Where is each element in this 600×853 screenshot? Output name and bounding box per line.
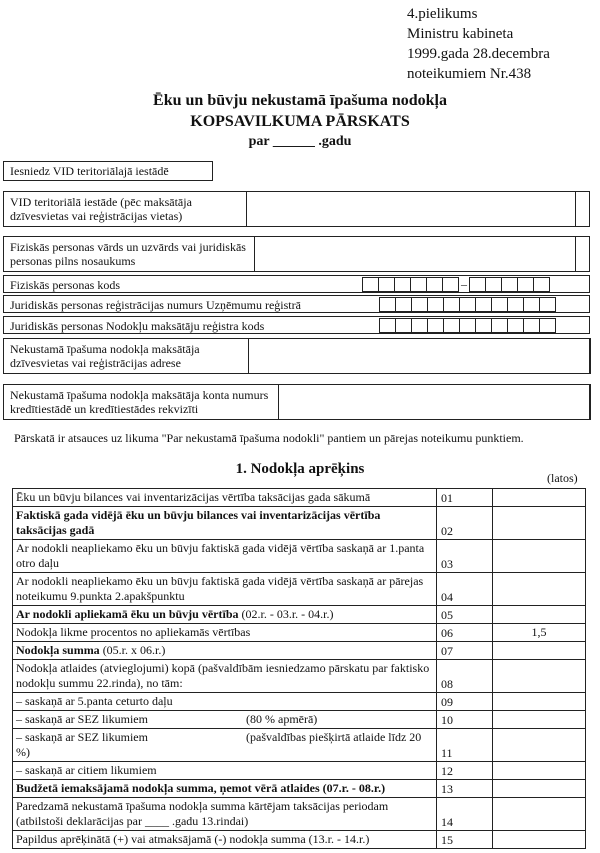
row-label: Paredzamā nekustamā īpašuma nodokļa summa kārtējam taksācijas periodam (atbilstoši deklarācijas par ____ .gadu 13.rindai) (16, 799, 389, 828)
row-label: Budžetā iemaksājamā nodokļa summa, ņemot vērā atlaides (16, 781, 320, 795)
row-number: 05 (437, 606, 493, 624)
address-row (3, 338, 590, 374)
row-number: 02 (437, 507, 493, 540)
row-value[interactable] (493, 507, 586, 540)
table-row (13, 624, 586, 642)
row-label: Papildus aprēķinātā (+) vai atmaksājamā (-) nodokļa summa (13.r. - 14.r.) (16, 832, 370, 846)
company-reg-label: Juridiskās personas reģistrācijas numurs Uzņēmumu reģistrā (10, 298, 301, 312)
tax-calculation-table (12, 488, 586, 849)
row-label: – saskaņā ar 5.panta ceturto daļu (16, 694, 173, 708)
currency-unit: (latos) (547, 471, 578, 485)
vid-office-input[interactable] (246, 191, 576, 227)
table-row (13, 489, 586, 507)
personal-code-row (3, 275, 590, 293)
row-label: Nodokļa likme procentos no apliekamās vērtības (16, 625, 251, 639)
row-number: 15 (437, 831, 493, 849)
name-input[interactable] (254, 236, 576, 272)
row-value[interactable] (493, 660, 586, 693)
row-number: 11 (437, 729, 493, 762)
row-number: 08 (437, 660, 493, 693)
form-title: Ēku un būvju nekustamā īpašuma nodokļa (153, 92, 447, 109)
row-value[interactable] (493, 831, 586, 849)
legal-note: Pārskatā ir atsauces uz likuma "Par nekustamā īpašuma nodokli" pantiem un pārejas noteikumu punktiem. (14, 431, 524, 445)
vid-office-row (3, 191, 590, 227)
annex-reference (407, 4, 550, 84)
table-row (13, 573, 586, 606)
table-row (13, 507, 586, 540)
table-row (13, 780, 586, 798)
personal-code-cells[interactable] (362, 277, 549, 292)
bank-input[interactable] (278, 384, 591, 420)
row-number: 13 (437, 780, 493, 798)
row-label: Nodokļa summa (16, 643, 100, 657)
table-row (13, 540, 586, 573)
row-value[interactable] (493, 693, 586, 711)
name-label: Fiziskās personas vārds un uzvārds vai juridiskās personas pilns nosaukums (10, 240, 246, 268)
row-value[interactable] (493, 489, 586, 507)
row-formula: (05.r. x 06.r.) (102, 643, 166, 657)
company-reg-row (3, 295, 590, 313)
annex-line-4: noteikumiem Nr.438 (407, 66, 532, 82)
row-label: Ar nodokli neapliekamo ēku un būvju faktiskā gada vidējā vērtība saskaņā ar pārejas noteikumu 9.punkta 2.apakšpunktu (16, 574, 424, 603)
bank-label: Nekustamā īpašuma nodokļa maksātāja konta numurs kredītiestādē un kredītiestādes rekvizīti (10, 388, 269, 416)
table-row (13, 660, 586, 693)
row-label: Nodokļa atlaides (atvieglojumi) kopā (pašvaldībām iesniedzamo pārskatu par faktisko nodokļu summu 22.rinda), no tām: (16, 661, 430, 690)
row-label: Ar nodokli neapliekamo ēku un būvju faktiskā gada vidējā vērtība saskaņā ar 1.panta otro daļu (16, 541, 425, 570)
row-number: 14 (437, 798, 493, 831)
table-row (13, 693, 586, 711)
personal-code-label: Fiziskās personas kods (10, 278, 120, 292)
row-value[interactable] (493, 798, 586, 831)
tax-reg-label: Juridiskās personas Nodokļu maksātāju reģistra kods (10, 319, 265, 333)
table-row (13, 729, 586, 762)
row-note: (pašvaldības piešķirtā atlaide līdz 20 %) (16, 730, 422, 759)
form-subtitle: KOPSAVILKUMA PĀRSKATS (190, 113, 410, 130)
row-label: Ar nodokli apliekamā ēku un būvju vērtība (16, 607, 239, 621)
code-dash: – (461, 277, 467, 291)
tax-reg-row (3, 316, 590, 334)
section-title: 1. Nodokļa aprēķins (235, 461, 365, 477)
row-value[interactable]: 1,5 (493, 624, 586, 642)
tax-reg-cells[interactable] (379, 318, 555, 333)
row-value[interactable] (493, 762, 586, 780)
row-value[interactable] (493, 780, 586, 798)
company-reg-cells[interactable] (379, 297, 555, 312)
bank-row (3, 384, 590, 420)
row-number: 04 (437, 573, 493, 606)
table-row (13, 606, 586, 624)
annex-line-3: 1999.gada 28.decembra (407, 46, 550, 62)
row-value[interactable] (493, 711, 586, 729)
table-row (13, 798, 586, 831)
row-number: 09 (437, 693, 493, 711)
table-row (13, 831, 586, 849)
submits-to-label: Iesniedz VID teritoriālajā iestādē (10, 164, 169, 178)
row-value[interactable] (493, 540, 586, 573)
row-label: – saskaņā ar SEZ likumiem (16, 712, 148, 726)
row-formula: (02.r. - 03.r. - 04.r.) (241, 607, 334, 621)
row-number: 03 (437, 540, 493, 573)
name-row (3, 236, 590, 272)
row-number: 06 (437, 624, 493, 642)
row-value[interactable] (493, 573, 586, 606)
row-label: – saskaņā ar citiem likumiem (16, 763, 157, 777)
table-row (13, 642, 586, 660)
row-number: 12 (437, 762, 493, 780)
row-note: (80 % apmērā) (246, 712, 318, 726)
annex-line-2: Ministru kabineta (407, 26, 514, 42)
row-value[interactable] (493, 729, 586, 762)
submits-to-box (3, 161, 213, 181)
row-value[interactable] (493, 642, 586, 660)
row-formula: (07.r. - 08.r.) (322, 781, 386, 795)
address-input[interactable] (248, 338, 591, 374)
row-value[interactable] (493, 606, 586, 624)
vid-office-label: VID teritoriālā iestāde (pēc maksātāja dzīvesvietas vai reģistrācijas vietas) (10, 195, 192, 223)
row-number: 07 (437, 642, 493, 660)
row-label: Ēku un būvju bilances vai inventarizācijas vērtība taksācijas gada sākumā (16, 490, 371, 504)
address-label: Nekustamā īpašuma nodokļa maksātāja dzīvesvietas vai reģistrācijas adrese (10, 342, 200, 370)
table-row (13, 762, 586, 780)
row-number: 01 (437, 489, 493, 507)
table-row (13, 711, 586, 729)
row-label: Faktiskā gada vidējā ēku un būvju bilances vai inventarizācijas vērtība taksācijas gadā (16, 508, 381, 537)
annex-line-1: 4.pielikums (407, 6, 478, 22)
row-label: – saskaņā ar SEZ likumiem (16, 730, 148, 744)
period-line: par ______ .gadu (248, 134, 352, 149)
row-number: 10 (437, 711, 493, 729)
